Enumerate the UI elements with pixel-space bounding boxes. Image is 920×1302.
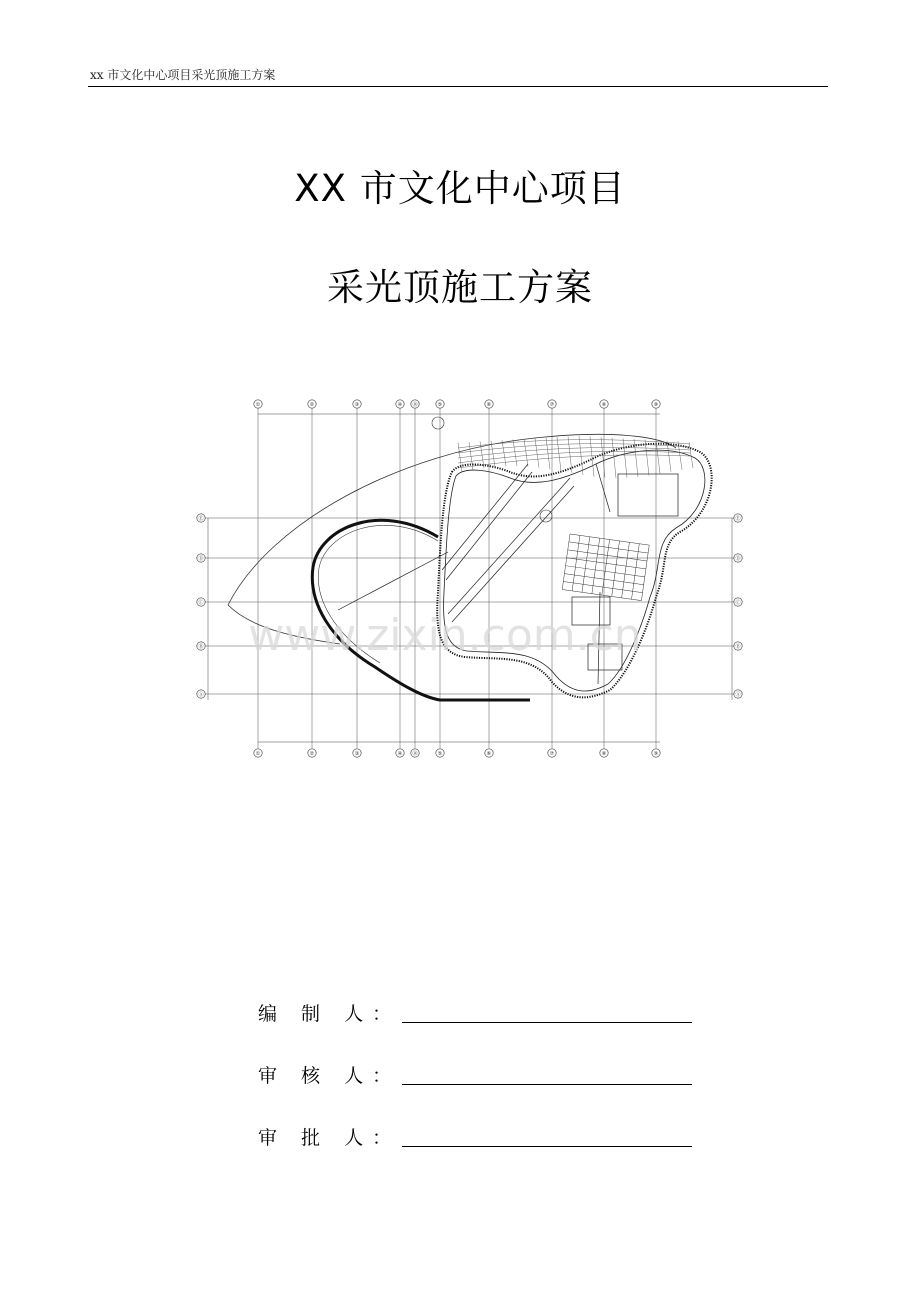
svg-text:⑧: ⑧	[601, 401, 607, 408]
svg-text:Ⓐ: Ⓐ	[735, 691, 741, 698]
grid-bubble-left	[197, 514, 205, 522]
grid-bubble-top	[308, 400, 316, 408]
svg-text:⑨: ⑨	[653, 750, 659, 757]
svg-text:⑨: ⑨	[653, 401, 659, 408]
grid-bubble-left	[197, 690, 205, 698]
cover-title-line1: XX 市文化中心项目	[294, 167, 626, 210]
grid-bubble-bottom	[436, 749, 444, 757]
svg-text:Ⓑ: Ⓑ	[198, 643, 204, 650]
grid-bubble-top	[353, 400, 361, 408]
svg-text:②: ②	[309, 750, 315, 757]
signature-row-compiler	[258, 996, 692, 1026]
svg-text:Ⓔ: Ⓔ	[198, 515, 204, 522]
svg-text:④: ④	[397, 401, 403, 408]
svg-text:③: ③	[354, 750, 360, 757]
svg-text:⑤: ⑤	[437, 750, 443, 757]
compiler-label: 编 制 人：	[258, 1003, 401, 1025]
grid-bubble-bottom	[411, 749, 419, 757]
grid-bubble-right	[734, 514, 742, 522]
svg-text:③: ③	[354, 401, 360, 408]
grid-bubble-bottom	[485, 749, 493, 757]
approver-signature-line[interactable]	[402, 1145, 692, 1147]
grid-bubble-left	[197, 554, 205, 562]
grid-bubble-bottom	[396, 749, 404, 757]
signature-row-reviewer	[258, 1058, 692, 1088]
grid-bubble-bottom	[254, 749, 262, 757]
svg-text:Ⓐ: Ⓐ	[198, 691, 204, 698]
cover-title-line2: 采光顶施工方案	[327, 266, 593, 309]
compiler-signature-line[interactable]	[402, 1021, 692, 1023]
svg-text:⑦: ⑦	[549, 750, 555, 757]
approver-label: 审 批 人：	[258, 1127, 401, 1149]
svg-text:Ⓒ: Ⓒ	[735, 599, 741, 606]
grid-bubble-right	[734, 598, 742, 606]
svg-text:①: ①	[255, 750, 261, 757]
svg-text:⑥: ⑥	[486, 401, 492, 408]
grid-bubble-top	[485, 400, 493, 408]
grid-bubble-top	[254, 400, 262, 408]
skylight-plan-drawing	[190, 392, 750, 764]
svg-text:Ⓓ: Ⓓ	[735, 555, 741, 562]
svg-text:⑥: ⑥	[486, 750, 492, 757]
svg-text:⑭: ⑭	[412, 750, 418, 757]
grid-bubble-bottom	[353, 749, 361, 757]
grid-bubble-bottom	[548, 749, 556, 757]
reviewer-label: 审 核 人：	[258, 1065, 401, 1087]
grid-bubble-top	[396, 400, 404, 408]
svg-text:⑦: ⑦	[549, 401, 555, 408]
grid-bubble-top	[600, 400, 608, 408]
grid-bubble-bottom	[652, 749, 660, 757]
grid-bubble-right	[734, 554, 742, 562]
grid-bubble-bottom	[600, 749, 608, 757]
running-header: xx 市文化中心项目采光顶施工方案	[90, 68, 276, 82]
grid-bubble-bottom	[308, 749, 316, 757]
signature-row-approver	[258, 1120, 692, 1150]
svg-text:Ⓒ: Ⓒ	[198, 599, 204, 606]
svg-text:Ⓓ: Ⓓ	[198, 555, 204, 562]
grid-bubble-right	[734, 690, 742, 698]
watermark-text: www.zixin.com.cn	[248, 610, 642, 661]
svg-text:②: ②	[309, 401, 315, 408]
grid-bubble-left	[197, 642, 205, 650]
svg-text:⑤: ⑤	[437, 401, 443, 408]
header-rule	[88, 86, 828, 87]
svg-text:Ⓑ: Ⓑ	[735, 643, 741, 650]
grid-bubble-top	[548, 400, 556, 408]
svg-text:⑭: ⑭	[412, 401, 418, 408]
grid-bubble-top	[652, 400, 660, 408]
grid-bubble-top	[436, 400, 444, 408]
svg-text:⑧: ⑧	[601, 750, 607, 757]
grid-bubble-left	[197, 598, 205, 606]
svg-text:①: ①	[255, 401, 261, 408]
grid-bubble-right	[734, 642, 742, 650]
svg-text:Ⓔ: Ⓔ	[735, 515, 741, 522]
reviewer-signature-line[interactable]	[402, 1083, 692, 1085]
svg-text:④: ④	[397, 750, 403, 757]
grid-bubble-top	[411, 400, 419, 408]
